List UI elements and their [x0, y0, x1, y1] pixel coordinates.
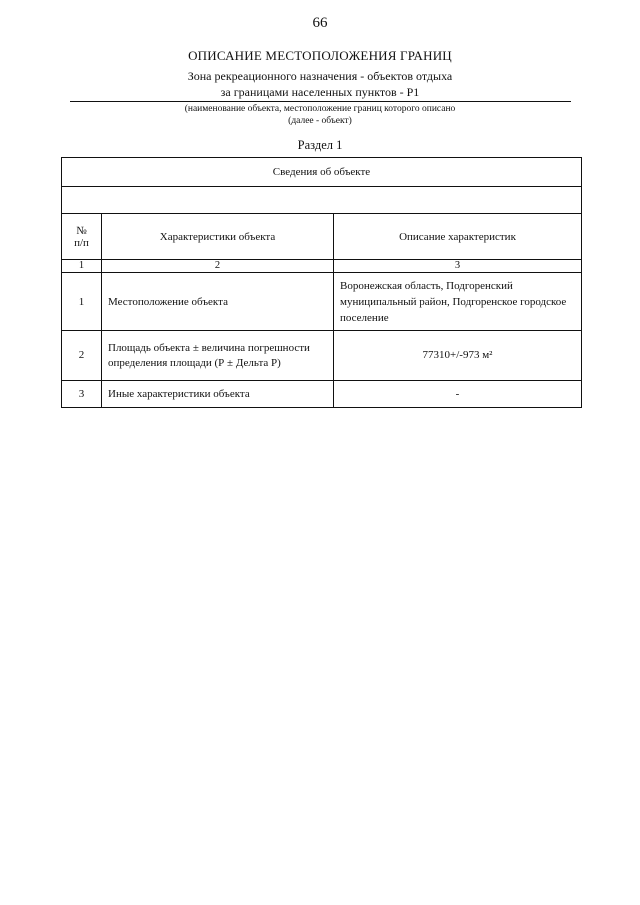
table-empty-row	[62, 187, 582, 214]
header-characteristics: Характеристики объекта	[102, 214, 334, 260]
header-num	[62, 214, 102, 260]
row-characteristic: Площадь объекта ± величина погрешности определения площади (Р ± Дельта Р)	[102, 331, 334, 381]
caption-line-1: (наименование объекта, местоположение границ которого описано	[184, 104, 456, 114]
header-description: Описание характеристик	[334, 214, 582, 260]
row-number: 1	[62, 273, 102, 331]
column-number: 1	[62, 260, 102, 273]
table-row	[62, 273, 582, 331]
table-header-row	[62, 214, 582, 260]
column-number: 3	[334, 260, 582, 273]
column-number-row	[62, 260, 582, 273]
table-title-row	[62, 158, 582, 187]
header-num-line-2: п/п	[74, 236, 89, 249]
column-number: 2	[102, 260, 334, 273]
row-characteristic: Иные характеристики объекта	[102, 381, 334, 408]
object-name-line-2: за границами населенных пунктов - Р1	[220, 85, 420, 99]
empty-cell	[62, 187, 582, 214]
header-num-line-1: №	[76, 224, 87, 237]
object-name-underline	[70, 101, 571, 102]
section-title: Раздел 1	[297, 138, 343, 152]
object-name-caption	[0, 103, 640, 127]
table-title: Сведения об объекте	[62, 158, 582, 187]
object-name	[0, 68, 640, 100]
row-description: -	[334, 381, 582, 408]
row-description: 77310+/-973 м²	[334, 331, 582, 381]
row-description: Воронежская область, Подгоренский муниципальный район, Подгоренское городское поселение	[334, 273, 582, 331]
document-title: ОПИСАНИЕ МЕСТОПОЛОЖЕНИЯ ГРАНИЦ	[188, 48, 452, 63]
row-number: 3	[62, 381, 102, 408]
object-name-line-1: Зона рекреационного назначения - объектов отдыха	[187, 69, 453, 83]
table-row	[62, 381, 582, 408]
object-info-table	[61, 157, 582, 408]
page-number: 66	[312, 15, 328, 31]
row-characteristic: Местоположение объекта	[102, 273, 334, 331]
caption-line-2: (далее - объект)	[288, 116, 352, 126]
table-row	[62, 331, 582, 381]
row-number: 2	[62, 331, 102, 381]
